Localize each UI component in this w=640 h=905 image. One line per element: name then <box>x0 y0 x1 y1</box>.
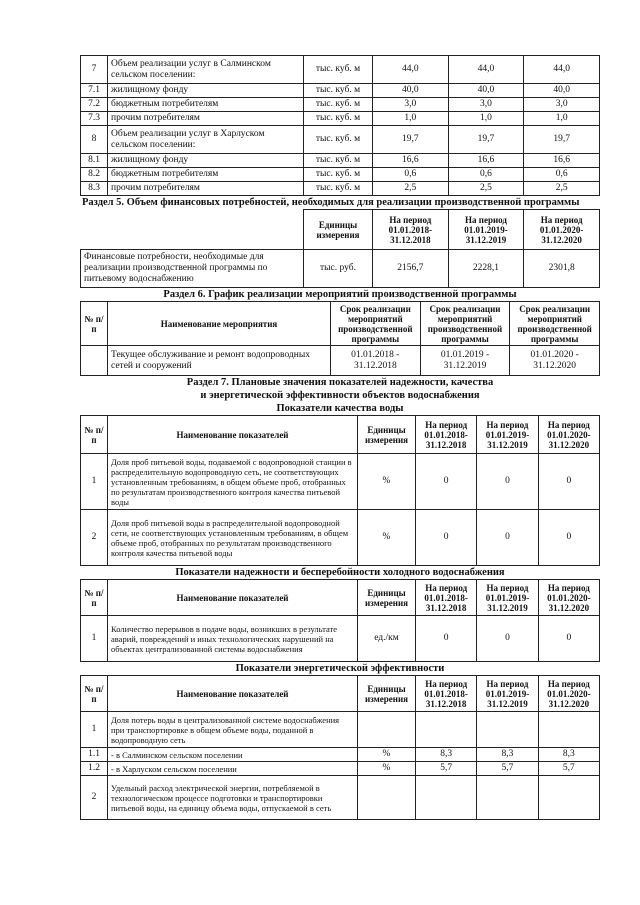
col-number: № п/п <box>81 302 108 346</box>
col-unit: Единицы измерения <box>358 416 416 454</box>
quality-title: Показатели качества воды <box>276 403 404 414</box>
col-indicator-name: Наименование показателей <box>108 416 358 454</box>
term-2018: 01.01.2018 - 31.12.2018 <box>331 346 421 376</box>
document <box>80 55 600 820</box>
section-7-title-line2: и энергетической эффективности объектов водоснабжения <box>200 390 480 401</box>
volume-table <box>80 55 600 196</box>
section-7-title-line1: Раздел 7. Плановые значения показателей надежности, качества <box>186 377 494 388</box>
col-term-1: Срок реализации мероприятий производственной программы <box>331 302 421 346</box>
finance-2018: 2156,7 <box>373 250 449 288</box>
measure-name: Текущее обслуживание и ремонт водопроводных сетей и сооружений <box>108 346 331 376</box>
table-row: 8.3 прочим потребителям тыс. куб. м 2,5 2,5 2,5 <box>81 182 600 196</box>
col-period-2019: На период 01.01.2019-31.12.2019 <box>477 416 538 454</box>
energy-table: № п/п Наименование показателей Единицы измерения На период 01.01.2018-31.12.2018 На период 01.01.2019-31.12.2019 На период 01.01.2020-31.12.2020 1 Доля потерь воды в централизованной системе водоснабжения при транспортировке в общем объеме воды, поданной в водопроводную сеть 1.1 - в Салминском сельском поселении % 8,3 8,3 8,3 1.2 - в Харлуском сельском поселении % 5,7 5,7 5,7 2 Удельный расход электрической энергии, потребляемой в технологическом процессе подготовки и транспортировки питьевой воды, на единицу объема воды, отпускаемой в сеть <box>80 675 600 820</box>
quality-table <box>80 415 600 566</box>
table-row: 7.1 жилищному фонду тыс. куб. м 40,0 40,0 40,0 <box>81 84 600 98</box>
table-row: 1.1 - в Салминском сельском поселении % 8,3 8,3 8,3 <box>81 748 600 762</box>
table-row: 1 Доля потерь воды в централизованной системе водоснабжения при транспортировке в общем объеме воды, поданной в водопроводную сеть <box>81 712 600 748</box>
term-2019: 01.01.2019 - 31.12.2019 <box>420 346 510 376</box>
term-2020: 01.01.2020 - 31.12.2020 <box>510 346 600 376</box>
table-row: 8.1 жилищному фонду тыс. куб. м 16,6 16,6 16,6 <box>81 154 600 168</box>
table-row: 7.3 прочим потребителям тыс. куб. м 1,0 1,0 1,0 <box>81 112 600 126</box>
schedule-table <box>80 301 600 376</box>
reliability-title: Показатели надежности и бесперебойности холодного водоснабжения <box>175 567 505 578</box>
finance-table <box>80 209 600 288</box>
table-row: 7 Объем реализации услуг в Салминском сельском поселении: тыс. куб. м 44,0 44,0 44,0 <box>81 56 600 84</box>
col-number: № п/п <box>81 416 108 454</box>
col-unit: Единицы измерения <box>304 210 373 250</box>
col-period-2020: На период 01.01.2020-31.12.2020 <box>524 210 600 250</box>
table-row: 8 Объем реализации услуг в Харлуском сельском поселении: тыс. куб. м 19,7 19,7 19,7 <box>81 126 600 154</box>
table-row: 2 Удельный расход электрической энергии, потребляемой в технологическом процессе подготовки и транспортировки питьевой воды, на единицу объема воды, отпускаемой в сеть <box>81 776 600 820</box>
section-6-title: Раздел 6. График реализации мероприятий производственной программы <box>163 289 517 300</box>
table-row: 1 Доля проб питьевой воды, подаваемой с водопроводной станции в распределительную водопроводную сеть, не соответствующих установленным требованиям, в общем объеме проб, отобранных по результатам производственного контроля качества питьевой воды % 0 0 0 <box>81 454 600 510</box>
finance-name: Финансовые потребности, необходимые для реализации производственной программы по питьевому водоснабжению <box>81 250 304 288</box>
finance-2020: 2301,8 <box>524 250 600 288</box>
finance-unit: тыс. руб. <box>304 250 373 288</box>
table-row: 8.2 бюджетным потребителям тыс. куб. м 0,6 0,6 0,6 <box>81 168 600 182</box>
section-5-title: Раздел 5. Объем финансовых потребностей, необходимых для реализации производственной программы <box>82 197 580 208</box>
col-period-2019: На период 01.01.2019-31.12.2019 <box>448 210 524 250</box>
reliability-table: № п/п Наименование показателей Единицы измерения На период 01.01.2018-31.12.2018 На период 01.01.2019-31.12.2019 На период 01.01.2020-31.12.2020 1 Количество перерывов в подаче воды, возникших в результате аварий, повреждений и иных технологических нарушений на объектах централизованной системы водоснабжения ед./км 0 0 0 <box>80 579 600 662</box>
energy-title: Показатели энергетической эффективности <box>235 663 445 674</box>
col-period-2018: На период 01.01.2018-31.12.2018 <box>373 210 449 250</box>
col-term-2: Срок реализации мероприятий производственной программы <box>420 302 510 346</box>
col-period-2018: На период 01.01.2018-31.12.2018 <box>416 416 477 454</box>
table-row: 7.2 бюджетным потребителям тыс. куб. м 3,0 3,0 3,0 <box>81 98 600 112</box>
table-row: 1 Количество перерывов в подаче воды, возникших в результате аварий, повреждений и иных технологических нарушений на объектах централизованной системы водоснабжения ед./км 0 0 0 <box>81 616 600 662</box>
col-measure-name: Наименование мероприятия <box>108 302 331 346</box>
finance-2019: 2228,1 <box>448 250 524 288</box>
table-row: 2 Доля проб питьевой воды в распределительной водопроводной сети, не соответствующих установленным требованиям, в общем объеме проб, отобранных по результатам производственного контроля качества питьевой воды % 0 0 0 <box>81 510 600 566</box>
col-period-2020: На период 01.01.2020-31.12.2020 <box>538 416 599 454</box>
col-term-3: Срок реализации мероприятий производственной программы <box>510 302 600 346</box>
table-row: 1.2 - в Харлуском сельском поселении % 5,7 5,7 5,7 <box>81 762 600 776</box>
